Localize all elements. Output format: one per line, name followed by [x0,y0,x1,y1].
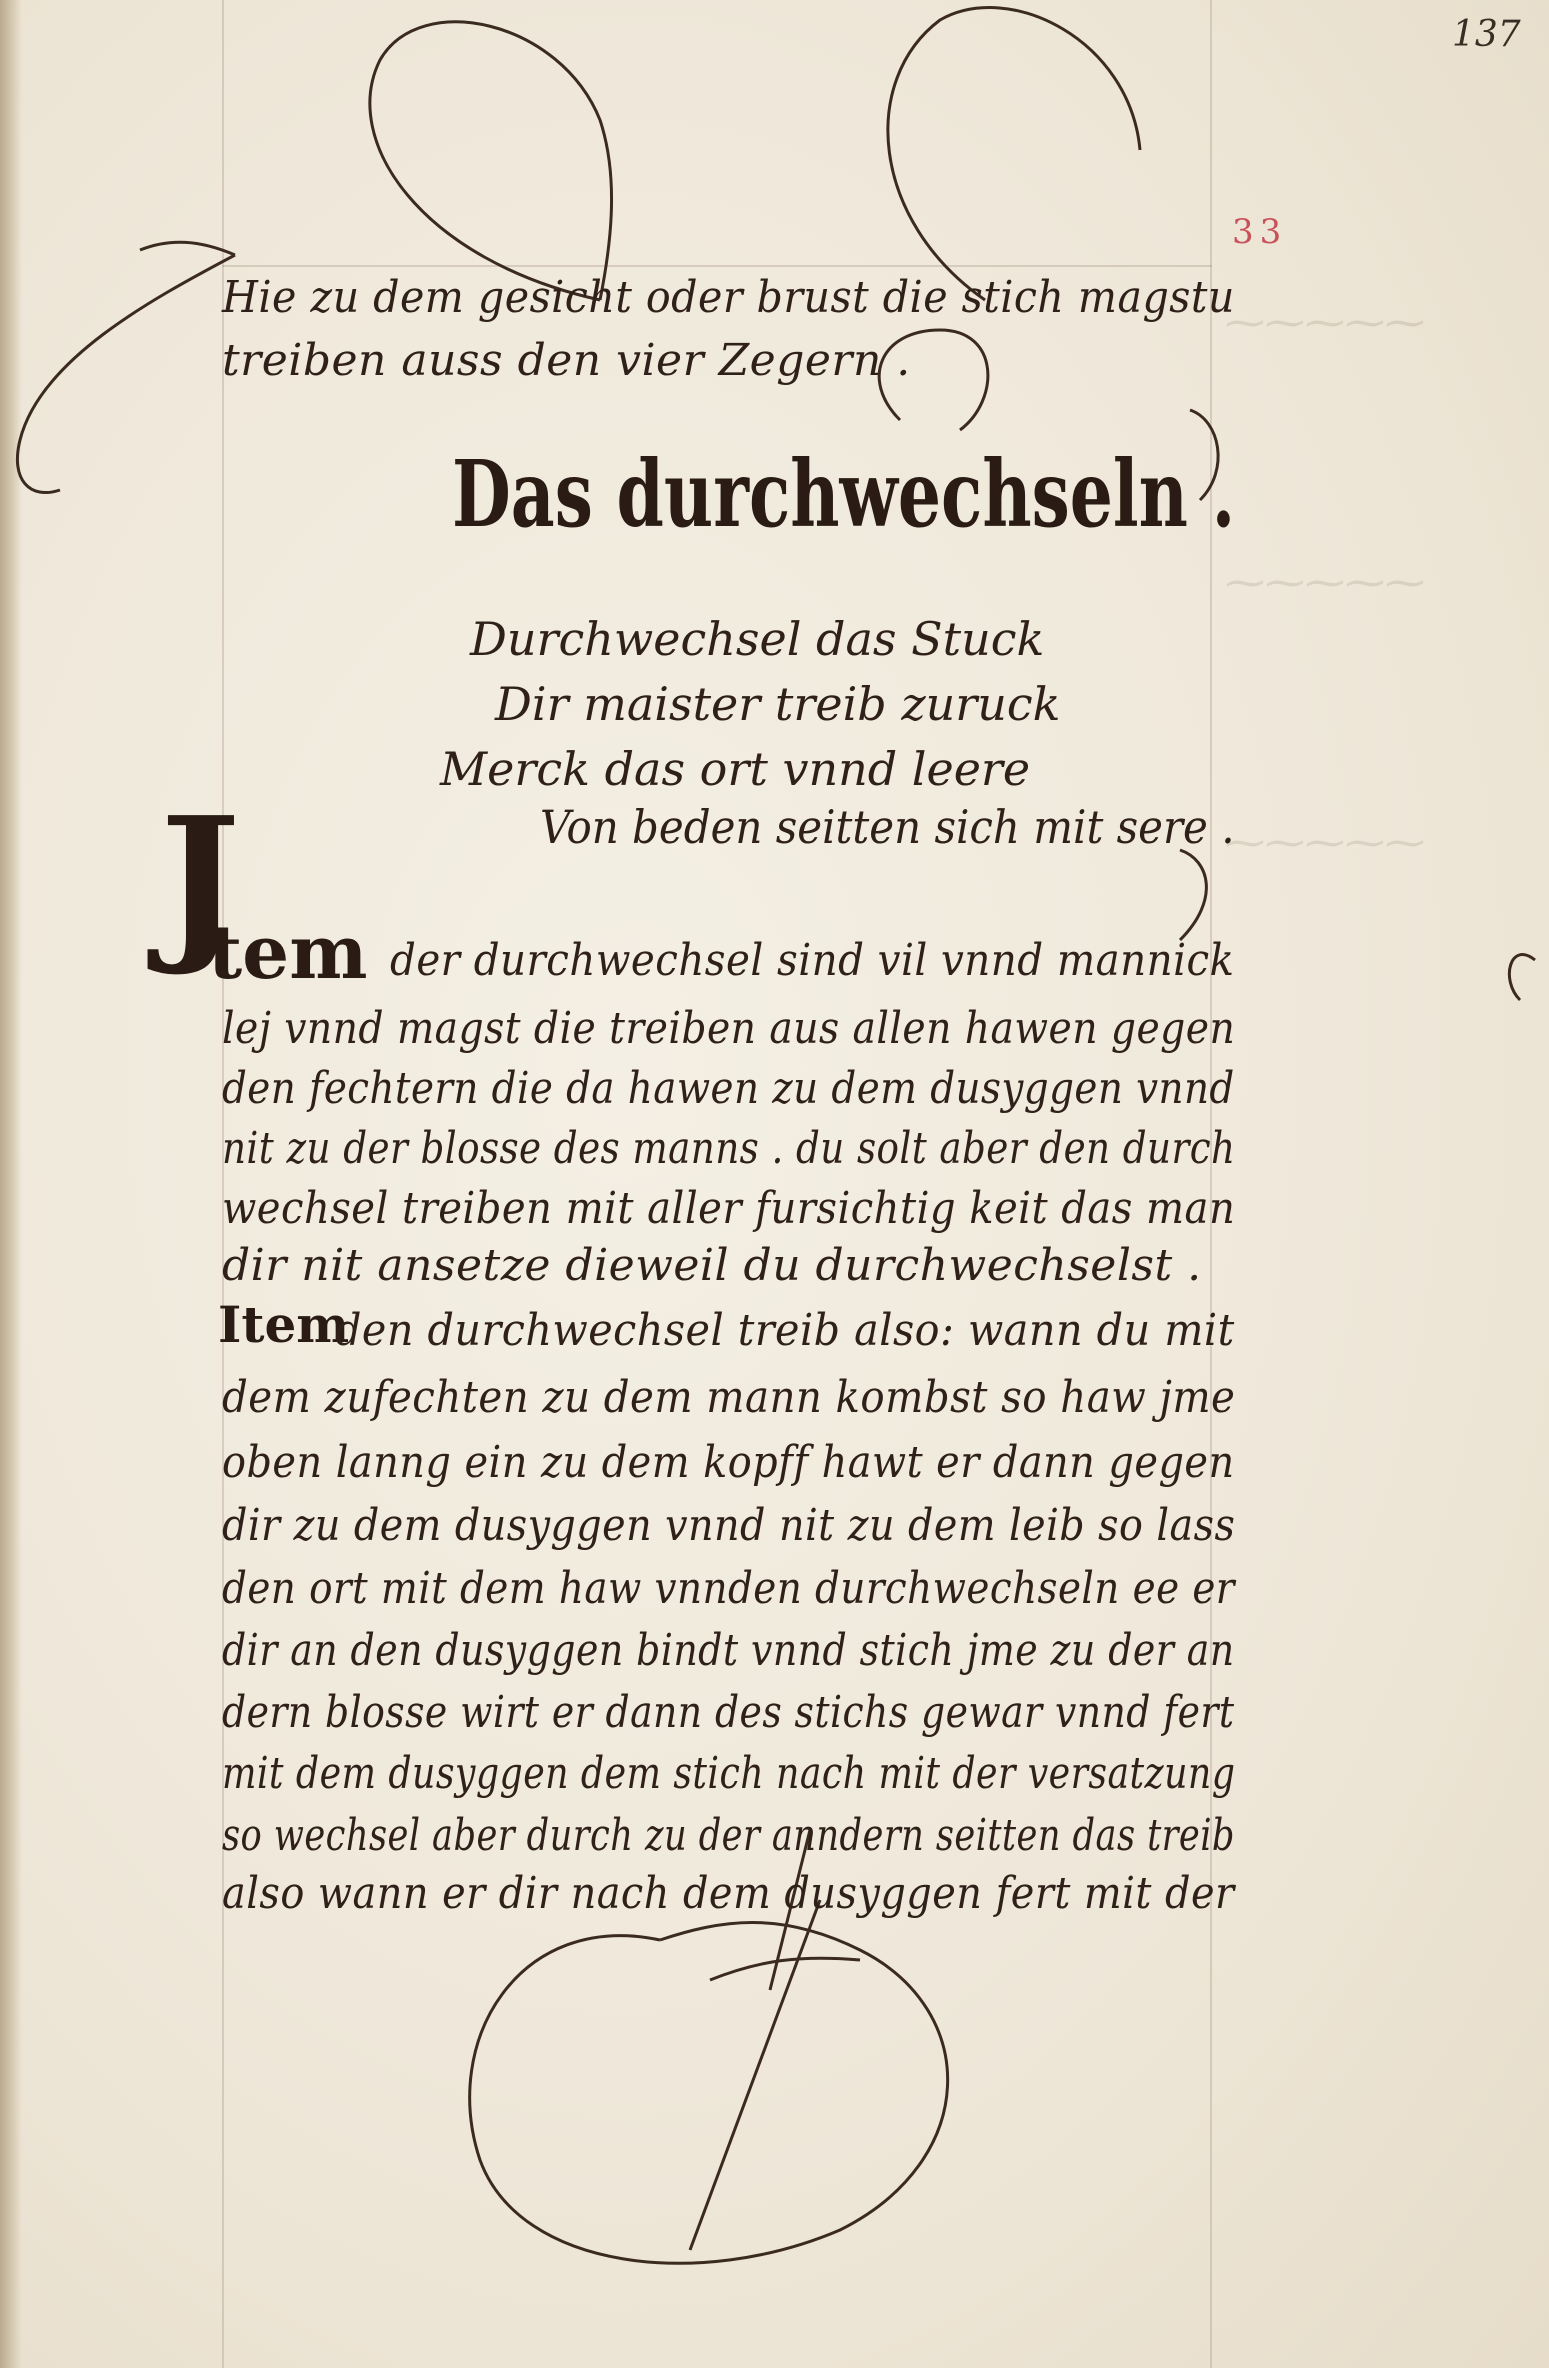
paragraph-1-line-6: dir nit ansetze dieweil du durchwechselst . [222,1240,1202,1291]
flourish-top-left-loop [370,22,612,300]
decorated-initial: J [160,780,241,980]
paragraph-2-line-6: dir an den dusyggen bindt vnnd stich jme zu der an [222,1625,1235,1676]
paragraph-1-line-1: der durchwechsel sind vil vnnd mannick [390,935,1235,986]
paragraph-2-line-10: also wann er dir nach dem dusyggen fert mit der [222,1868,1235,1919]
paragraph-2-first-word: Item [218,1295,350,1354]
paragraph-2-line-4: dir zu dem dusyggen vnnd nit zu dem leib so lass [222,1500,1236,1551]
paragraph-2-line-1: den durchwechsel treib also: wann du mit [335,1305,1235,1356]
paragraph-2-line-5: den ort mit dem haw vnnden durchwechseln ee er [222,1563,1235,1614]
flourish-left-swash [17,242,235,492]
paragraph-1-line-3: den fechtern die da hawen zu dem dusyggen vnnd [222,1063,1235,1114]
flourish-bottom-cross [710,1958,860,1980]
section-title: Das durchwechseln . [452,440,1236,548]
paragraph-1-first-word: tem [208,910,368,996]
verse-line-4: Von beden seitten sich mit sere . [540,800,1235,854]
verse-line-2: Dir maister treib zuruck [495,677,1061,731]
paragraph-2-line-7: dern blosse wirt er dann des stichs gewar vnnd fert [222,1687,1235,1738]
flourish-bottom-circle [470,1923,948,2264]
flourish-bottom-diagonal [690,1900,820,2250]
verse-line-1: Durchwechsel das Stuck [470,612,1045,666]
header-line-1: Hie zu dem gesicht oder brust die stich magstu [222,272,1235,323]
bleed-through-text: ⁓⁓⁓⁓⁓ [1225,300,1425,346]
paragraph-2-line-3: oben lanng ein zu dem kopff hawt er dann gegen [222,1437,1235,1488]
flourish-right-margin [1509,955,1535,1000]
paragraph-1-line-2: lej vnnd magst die treiben aus allen hawen gegen [222,1003,1236,1054]
flourish-paragraph-loop [1180,850,1206,940]
header-line-2: treiben auss den vier Zegern . [222,335,911,386]
paragraph-1-line-4: nit zu der blosse des manns . du solt aber den durch [222,1123,1236,1174]
folio-number: 137 [1452,14,1521,55]
bleed-through-text: ⁓⁓⁓⁓⁓ [1225,820,1425,866]
paragraph-2-line-2: dem zufechten zu dem mann kombst so haw jme [222,1372,1236,1423]
bleed-through-text: ⁓⁓⁓⁓⁓ [1225,560,1425,606]
paragraph-2-line-9: so wechsel aber durch zu der anndern seitten das treib [222,1810,1235,1861]
archive-pencil-number: 33 [1232,212,1288,252]
flourish-top-right-loop [888,8,1140,300]
paragraph-1-line-5: wechsel treiben mit aller fursichtig keit das man [222,1183,1236,1234]
verse-line-3: Merck das ort vnnd leere [440,742,1031,796]
paragraph-2-line-8: mit dem dusyggen dem stich nach mit der versatzung [222,1748,1236,1799]
